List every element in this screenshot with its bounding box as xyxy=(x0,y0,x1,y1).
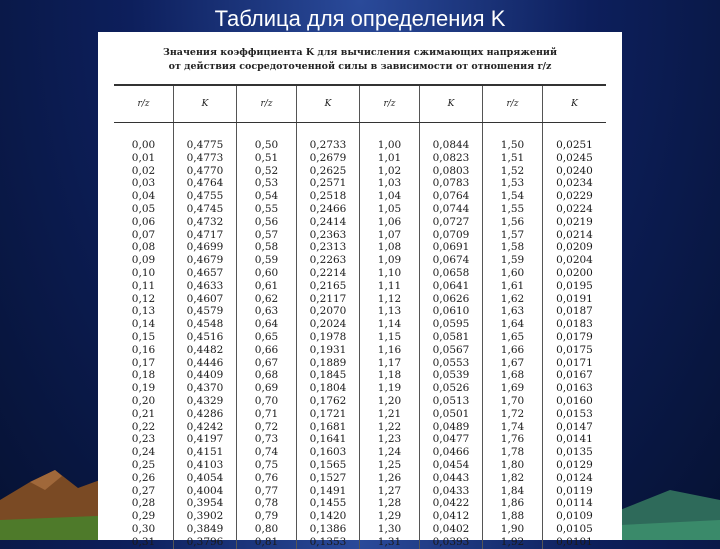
table-cell: 0,13 xyxy=(131,305,156,318)
table-cell: 0,0191 xyxy=(556,292,593,305)
table-cell: 0,0674 xyxy=(432,254,470,267)
table-cell: 0,0501 xyxy=(432,407,470,420)
caption-line-1: Значения коэффициента K для вычисления сжимающих напряжений xyxy=(162,47,558,58)
table-cell: 0,0153 xyxy=(556,407,593,420)
table-cell: 0,10 xyxy=(131,266,156,279)
table-cell: 1,55 xyxy=(500,202,525,215)
table-cell: 0,4197 xyxy=(186,433,224,446)
table-cell: 1,20 xyxy=(377,394,402,407)
table-cell: 0,4699 xyxy=(186,241,224,254)
table-cell: 1,29 xyxy=(377,510,402,523)
table-cell: 1,01 xyxy=(377,151,402,164)
table-cell: 0,28 xyxy=(131,497,156,510)
table-cell: 1,06 xyxy=(377,215,402,228)
table-cell: 1,09 xyxy=(377,254,402,267)
table-cell: 1,68 xyxy=(500,369,525,382)
table-cell: 1,58 xyxy=(500,241,525,254)
table-cell: 1,57 xyxy=(500,228,525,241)
table-cell: 0,1931 xyxy=(309,343,347,356)
table-cell: 0,4657 xyxy=(186,266,224,279)
table-cell: 0,2414 xyxy=(309,215,347,228)
table-cell: 0,0823 xyxy=(432,151,470,164)
table-cell: 0,06 xyxy=(131,215,156,228)
table-cell: 0,0167 xyxy=(556,369,593,382)
table-cell: 0,81 xyxy=(254,535,279,548)
table-cell: 0,25 xyxy=(131,458,156,471)
table-cell: 0,24 xyxy=(131,446,156,459)
table-cell: 0,1386 xyxy=(309,522,347,535)
table-cell: 0,4329 xyxy=(186,394,224,407)
table-cell: 1,61 xyxy=(500,279,525,292)
table-cell: 1,18 xyxy=(377,369,402,382)
table-cell: 1,31 xyxy=(377,535,402,548)
table-cell: 0,1681 xyxy=(309,420,347,433)
table-cell: 0,0422 xyxy=(432,497,470,510)
column-header: r/z xyxy=(360,86,420,122)
table-cell: 0,1565 xyxy=(309,458,347,471)
table-cell: 1,12 xyxy=(377,292,402,305)
table-cell: 0,59 xyxy=(254,254,279,267)
table-cell: 1,84 xyxy=(500,484,525,497)
table-cell: 1,16 xyxy=(377,343,402,356)
table-cell: 1,65 xyxy=(500,330,525,343)
table-cell: 0,0105 xyxy=(556,522,593,535)
table-cell: 0,0626 xyxy=(432,292,470,305)
table-cell: 1,82 xyxy=(500,471,525,484)
k-column xyxy=(174,123,237,549)
table-cell: 0,2679 xyxy=(309,151,347,164)
table-cell: 0,0454 xyxy=(432,458,470,471)
table-cell: 0,21 xyxy=(131,407,156,420)
table-cell: 0,4286 xyxy=(186,407,224,420)
table-cell: 1,59 xyxy=(500,254,525,267)
table-cell: 0,0187 xyxy=(556,305,593,318)
table-cell: 0,0764 xyxy=(432,190,470,203)
table-cell: 0,0171 xyxy=(556,356,593,369)
table-cell: 0,0219 xyxy=(556,215,593,228)
column-header: r/z xyxy=(114,86,174,122)
table-cell: 1,28 xyxy=(377,497,402,510)
table-cell: 1,22 xyxy=(377,420,402,433)
table-cell: 0,75 xyxy=(254,458,279,471)
table-cell: 0,26 xyxy=(131,471,156,484)
table-cell: 0,00 xyxy=(131,139,156,151)
table-cell: 0,0393 xyxy=(432,535,470,548)
document-image xyxy=(98,32,622,548)
table-cell: 0,67 xyxy=(254,356,279,369)
table-cell: 0,1845 xyxy=(309,369,347,382)
table-cell: 0,0209 xyxy=(556,241,593,254)
table-cell: 0,22 xyxy=(131,420,156,433)
table-cell: 1,25 xyxy=(377,458,402,471)
table-cell: 0,1353 xyxy=(309,535,347,548)
k-column xyxy=(420,123,483,549)
table-cell: 0,0109 xyxy=(556,510,593,523)
table-cell: 0,0124 xyxy=(556,471,593,484)
k-column xyxy=(543,123,606,549)
rz-column xyxy=(237,123,297,549)
table-cell: 1,80 xyxy=(500,458,525,471)
table-cell: 0,1721 xyxy=(309,407,347,420)
table-cell: 0,1420 xyxy=(309,510,347,523)
table-cell: 1,60 xyxy=(500,266,525,279)
table-cell: 0,71 xyxy=(254,407,279,420)
table-cell: 1,03 xyxy=(377,177,402,190)
table-cell: 0,4775 xyxy=(186,139,224,151)
table-cell: 0,78 xyxy=(254,497,279,510)
table-cell: 0,03 xyxy=(131,177,156,190)
table-cell: 0,68 xyxy=(254,369,279,382)
table-cell: 1,56 xyxy=(500,215,525,228)
table-cell: 0,65 xyxy=(254,330,279,343)
table-cell: 0,0466 xyxy=(432,446,470,459)
table-cell: 0,2625 xyxy=(309,164,347,177)
table-cell: 0,2263 xyxy=(309,254,347,267)
table-cell: 1,50 xyxy=(500,139,525,151)
table-cell: 0,0135 xyxy=(556,446,593,459)
table-cell: 0,1889 xyxy=(309,356,347,369)
coefficient-table xyxy=(114,84,606,549)
rz-column xyxy=(483,123,543,549)
table-cell: 0,4151 xyxy=(186,446,224,459)
column-header: K xyxy=(297,86,360,122)
table-cell: 1,26 xyxy=(377,471,402,484)
table-cell: 0,0251 xyxy=(556,139,593,151)
table-cell: 0,0433 xyxy=(432,484,470,497)
table-cell: 0,14 xyxy=(131,318,156,331)
table-cell: 0,0595 xyxy=(432,318,470,331)
table-cell: 1,67 xyxy=(500,356,525,369)
table-cell: 0,0489 xyxy=(432,420,470,433)
table-cell: 0,0195 xyxy=(556,279,593,292)
table-cell: 0,64 xyxy=(254,318,279,331)
table-cell: 0,2165 xyxy=(309,279,347,292)
table-cell: 0,4054 xyxy=(186,471,224,484)
k-column xyxy=(297,123,360,549)
table-cell: 0,23 xyxy=(131,433,156,446)
table-cell: 0,0727 xyxy=(432,215,470,228)
table-cell: 0,4370 xyxy=(186,382,224,395)
table-cell: 0,2466 xyxy=(309,202,347,215)
column-header: K xyxy=(174,86,237,122)
table-cell: 0,54 xyxy=(254,190,279,203)
table-cell: 0,0175 xyxy=(556,343,593,356)
table-cell: 0,4633 xyxy=(186,279,224,292)
table-cell: 0,51 xyxy=(254,151,279,164)
table-cell: 0,3902 xyxy=(186,510,224,523)
table-body xyxy=(114,123,606,549)
table-cell: 0,18 xyxy=(131,369,156,382)
table-cell: 0,2518 xyxy=(309,190,347,203)
column-header: r/z xyxy=(237,86,297,122)
table-cell: 0,4103 xyxy=(186,458,224,471)
table-cell: 0,3954 xyxy=(186,497,224,510)
table-cell: 0,72 xyxy=(254,420,279,433)
table-cell: 0,4679 xyxy=(186,254,224,267)
rz-column xyxy=(114,123,174,549)
table-cell: 0,11 xyxy=(131,279,156,292)
table-cell: 0,1641 xyxy=(309,433,347,446)
table-cell: 0,01 xyxy=(131,151,156,164)
table-cell: 1,27 xyxy=(377,484,402,497)
table-cell: 0,2733 xyxy=(309,139,347,151)
table-cell: 1,72 xyxy=(500,407,525,420)
table-cell: 1,51 xyxy=(500,151,525,164)
table-cell: 1,21 xyxy=(377,407,402,420)
table-cell: 0,63 xyxy=(254,305,279,318)
table-cell: 0,53 xyxy=(254,177,279,190)
table-cell: 0,3796 xyxy=(186,535,224,548)
table-cell: 0,76 xyxy=(254,471,279,484)
table-cell: 0,2070 xyxy=(309,305,347,318)
table-cell: 0,0224 xyxy=(556,202,593,215)
table-cell: 0,09 xyxy=(131,254,156,267)
table-cell: 0,0443 xyxy=(432,471,470,484)
table-cell: 0,27 xyxy=(131,484,156,497)
table-cell: 0,1978 xyxy=(309,330,347,343)
table-cell: 0,1455 xyxy=(309,497,347,510)
table-cell: 0,4764 xyxy=(186,177,224,190)
table-cell: 1,92 xyxy=(500,535,525,548)
table-cell: 1,54 xyxy=(500,190,525,203)
table-cell: 0,1491 xyxy=(309,484,347,497)
table-cell: 0,16 xyxy=(131,343,156,356)
table-cell: 0,08 xyxy=(131,241,156,254)
table-cell: 1,02 xyxy=(377,164,402,177)
table-cell: 1,04 xyxy=(377,190,402,203)
table-cell: 0,4446 xyxy=(186,356,224,369)
table-cell: 0,2024 xyxy=(309,318,347,331)
table-cell: 0,50 xyxy=(254,139,279,151)
table-cell: 0,52 xyxy=(254,164,279,177)
table-cell: 1,64 xyxy=(500,318,525,331)
table-cell: 0,4516 xyxy=(186,330,224,343)
table-cell: 0,57 xyxy=(254,228,279,241)
table-cell: 0,0214 xyxy=(556,228,593,241)
table-cell: 0,66 xyxy=(254,343,279,356)
mountain-decoration-right xyxy=(620,470,720,540)
table-cell: 0,0200 xyxy=(556,266,593,279)
table-cell: 0,05 xyxy=(131,202,156,215)
table-cell: 0,77 xyxy=(254,484,279,497)
table-cell: 0,3849 xyxy=(186,522,224,535)
table-cell: 0,0567 xyxy=(432,343,470,356)
table-cell: 0,0691 xyxy=(432,241,470,254)
table-cell: 1,70 xyxy=(500,394,525,407)
table-cell: 0,0744 xyxy=(432,202,470,215)
table-cell: 0,0581 xyxy=(432,330,470,343)
table-cell: 0,80 xyxy=(254,522,279,535)
table-cell: 0,0709 xyxy=(432,228,470,241)
table-cell: 0,0477 xyxy=(432,433,470,446)
table-cell: 0,70 xyxy=(254,394,279,407)
table-cell: 1,69 xyxy=(500,382,525,395)
table-cell: 0,0245 xyxy=(556,151,593,164)
table-cell: 1,30 xyxy=(377,522,402,535)
table-cell: 0,0129 xyxy=(556,458,593,471)
table-cell: 0,0844 xyxy=(432,139,470,151)
table-cell: 0,4579 xyxy=(186,305,224,318)
table-cell: 0,4004 xyxy=(186,484,224,497)
table-cell: 0,0183 xyxy=(556,318,593,331)
table-cell: 0,2571 xyxy=(309,177,347,190)
table-cell: 1,88 xyxy=(500,510,525,523)
table-cell: 1,66 xyxy=(500,343,525,356)
table-cell: 0,0658 xyxy=(432,266,470,279)
table-cell: 0,07 xyxy=(131,228,156,241)
table-cell: 0,2117 xyxy=(309,292,347,305)
table-cell: 0,0783 xyxy=(432,177,470,190)
table-cell: 1,78 xyxy=(500,446,525,459)
table-cell: 0,0101 xyxy=(556,535,593,548)
column-header: K xyxy=(420,86,483,122)
table-cell: 0,62 xyxy=(254,292,279,305)
table-cell: 1,17 xyxy=(377,356,402,369)
table-cell: 0,0229 xyxy=(556,190,593,203)
slide-title: Таблица для определения K xyxy=(214,6,506,31)
table-cell: 1,15 xyxy=(377,330,402,343)
table-cell: 1,86 xyxy=(500,497,525,510)
table-cell: 0,0147 xyxy=(556,420,593,433)
table-cell: 0,0539 xyxy=(432,369,470,382)
table-cell: 0,17 xyxy=(131,356,156,369)
table-cell: 0,0513 xyxy=(432,394,470,407)
table-cell: 1,13 xyxy=(377,305,402,318)
table-cell: 0,2214 xyxy=(309,266,347,279)
table-cell: 0,4482 xyxy=(186,343,224,356)
table-cell: 0,60 xyxy=(254,266,279,279)
table-cell: 0,0803 xyxy=(432,164,470,177)
table-cell: 0,56 xyxy=(254,215,279,228)
table-cell: 1,90 xyxy=(500,522,525,535)
table-cell: 0,0240 xyxy=(556,164,593,177)
table-cell: 0,4732 xyxy=(186,215,224,228)
table-cell: 1,52 xyxy=(500,164,525,177)
table-cell: 0,30 xyxy=(131,522,156,535)
table-cell: 1,53 xyxy=(500,177,525,190)
table-cell: 0,1804 xyxy=(309,382,347,395)
table-cell: 1,10 xyxy=(377,266,402,279)
table-cell: 0,19 xyxy=(131,382,156,395)
table-cell: 0,0160 xyxy=(556,394,593,407)
column-header: r/z xyxy=(483,86,543,122)
table-cell: 1,62 xyxy=(500,292,525,305)
table-cell: 1,63 xyxy=(500,305,525,318)
table-cell: 0,4770 xyxy=(186,164,224,177)
table-cell: 0,0610 xyxy=(432,305,470,318)
table-cell: 0,0141 xyxy=(556,433,593,446)
table-cell: 0,4548 xyxy=(186,318,224,331)
table-cell: 0,74 xyxy=(254,446,279,459)
table-cell: 1,05 xyxy=(377,202,402,215)
table-cell: 0,0204 xyxy=(556,254,593,267)
table-cell: 0,58 xyxy=(254,241,279,254)
table-cell: 0,61 xyxy=(254,279,279,292)
table-cell: 1,08 xyxy=(377,241,402,254)
table-cell: 0,0641 xyxy=(432,279,470,292)
table-header-row xyxy=(114,86,606,123)
table-cell: 0,04 xyxy=(131,190,156,203)
table-cell: 0,4242 xyxy=(186,420,224,433)
table-cell: 1,14 xyxy=(377,318,402,331)
table-cell: 0,02 xyxy=(131,164,156,177)
table-cell: 0,73 xyxy=(254,433,279,446)
table-cell: 0,4755 xyxy=(186,190,224,203)
caption-line-2: от действия сосредоточенной силы в зависимости от отношения r/z xyxy=(168,61,552,72)
table-cell: 0,4409 xyxy=(186,369,224,382)
table-cell: 0,29 xyxy=(131,510,156,523)
table-cell: 1,19 xyxy=(377,382,402,395)
table-cell: 1,74 xyxy=(500,420,525,433)
table-cell: 0,1603 xyxy=(309,446,347,459)
table-cell: 0,20 xyxy=(131,394,156,407)
table-cell: 0,12 xyxy=(131,292,156,305)
table-cell: 0,1527 xyxy=(309,471,347,484)
table-cell: 0,4607 xyxy=(186,292,224,305)
table-cell: 1,76 xyxy=(500,433,525,446)
table-cell: 1,07 xyxy=(377,228,402,241)
table-cell: 0,0234 xyxy=(556,177,593,190)
table-cell: 0,0412 xyxy=(432,510,470,523)
table-cell: 0,79 xyxy=(254,510,279,523)
table-cell: 0,4773 xyxy=(186,151,224,164)
table-cell: 0,2313 xyxy=(309,241,347,254)
table-cell: 0,1762 xyxy=(309,394,347,407)
column-header: K xyxy=(571,99,578,109)
table-cell: 0,0163 xyxy=(556,382,593,395)
table-cell: 0,0402 xyxy=(432,522,470,535)
table-cell: 0,4745 xyxy=(186,202,224,215)
table-cell: 1,23 xyxy=(377,433,402,446)
table-cell: 0,0114 xyxy=(556,497,593,510)
table-cell: 1,00 xyxy=(377,139,402,151)
table-cell: 0,0553 xyxy=(432,356,470,369)
table-cell: 0,4717 xyxy=(186,228,224,241)
rz-column xyxy=(360,123,420,549)
table-cell: 0,0119 xyxy=(556,484,593,497)
table-caption xyxy=(98,46,622,74)
table-cell: 0,2363 xyxy=(309,228,347,241)
table-cell: 0,0179 xyxy=(556,330,593,343)
table-cell: 0,55 xyxy=(254,202,279,215)
table-cell: 0,69 xyxy=(254,382,279,395)
table-cell: 0,0526 xyxy=(432,382,470,395)
table-cell: 0,15 xyxy=(131,330,156,343)
table-cell: 1,11 xyxy=(377,279,402,292)
table-cell: 0,31 xyxy=(131,535,156,548)
table-cell: 1,24 xyxy=(377,446,402,459)
